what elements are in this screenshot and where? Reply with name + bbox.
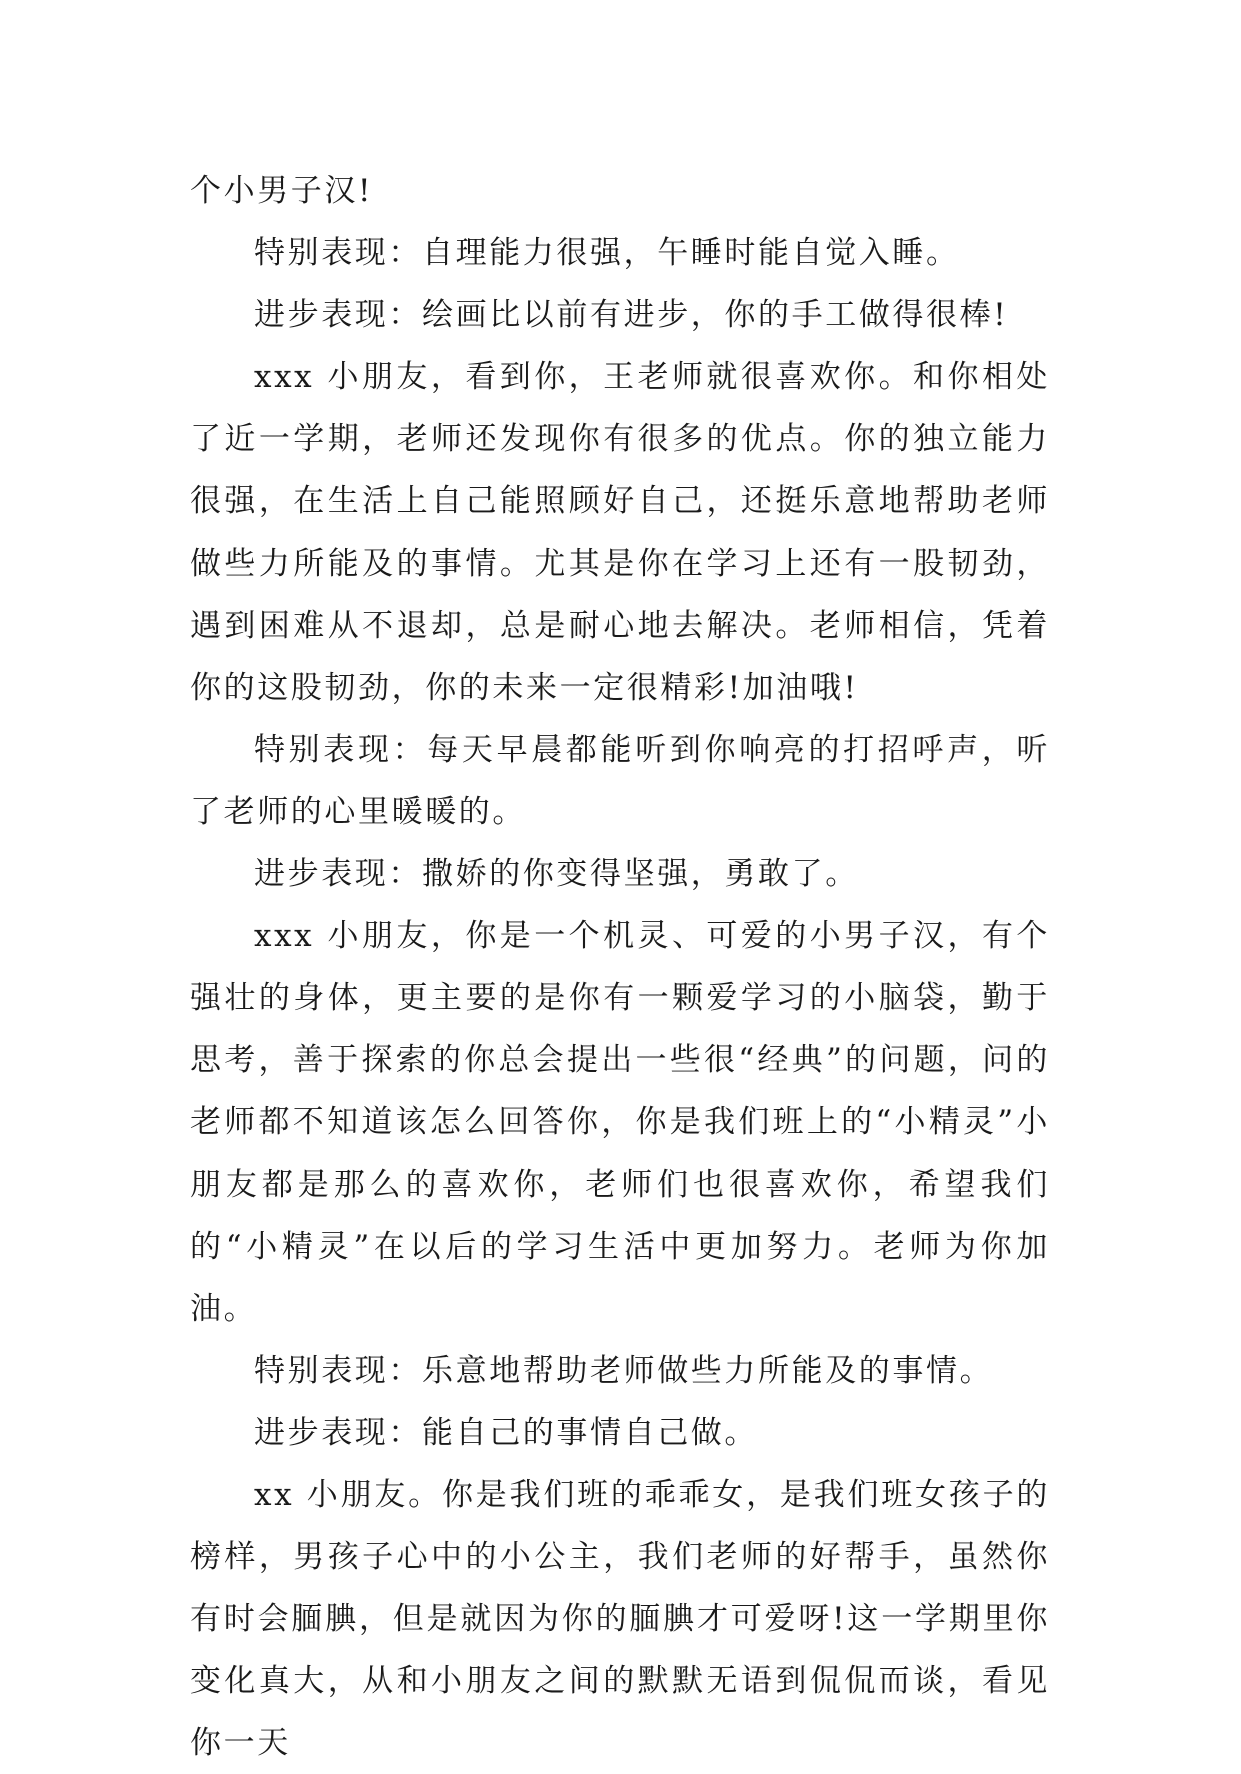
paragraph-continuation: 个小男子汉! [190,173,374,209]
paragraph-special-performance: 特别表现：乐意地帮助老师做些力所能及的事情。 [254,1352,994,1389]
paragraph-special-performance: 特别表现：自理能力很强，午睡时能自觉入睡。 [254,235,960,272]
document-body [190,160,1050,1774]
paragraph-progress-performance: 进步表现：撒娇的你变得坚强，勇敢了。 [254,856,859,893]
paragraph-comment: xxx 小朋友，你是一个机灵、可爱的小男子汉，有个强壮的身体，更主要的是你有一颗爱学习的小脑袋，勤于思考，善于探索的你总会提出一些很“经典”的问题，问的老师都不知道该怎么回答你，你是我们班上的“小精灵”小朋友都是那么的喜欢你，老师们也很喜欢你，希望我们的“小精灵”在以后的学习生活中更加努力。老师为你加油。 [190,918,1050,1327]
paragraph-special-performance: 特别表现：每天早晨都能听到你响亮的打招呼声，听了老师的心里暖暖的。 [190,731,1050,830]
paragraph-comment: xxx 小朋友，看到你，王老师就很喜欢你。和你相处了近一学期，老师还发现你有很多的优点。你的独立能力很强，在生活上自己能照顾好自己，还挺乐意地帮助老师做些力所能及的事情。尤其是你在学习上还有一股韧劲，遇到困难从不退却，总是耐心地去解决。老师相信，凭着你的这股韧劲，你的未来一定很精彩!加油哦! [190,359,1050,706]
paragraph-comment: xx 小朋友。你是我们班的乖乖女，是我们班女孩子的榜样，男孩子心中的小公主，我们老师的好帮手，虽然你有时会腼腆，但是就因为你的腼腆才可爱呀!这一学期里你变化真大，从和小朋友之间的默默无语到侃侃而谈，看见你一天 [190,1476,1050,1762]
paragraph-progress-performance: 进步表现：能自己的事情自己做。 [254,1414,758,1451]
paragraph-progress-performance: 进步表现：绘画比以前有进步，你的手工做得很棒! [254,297,1009,334]
